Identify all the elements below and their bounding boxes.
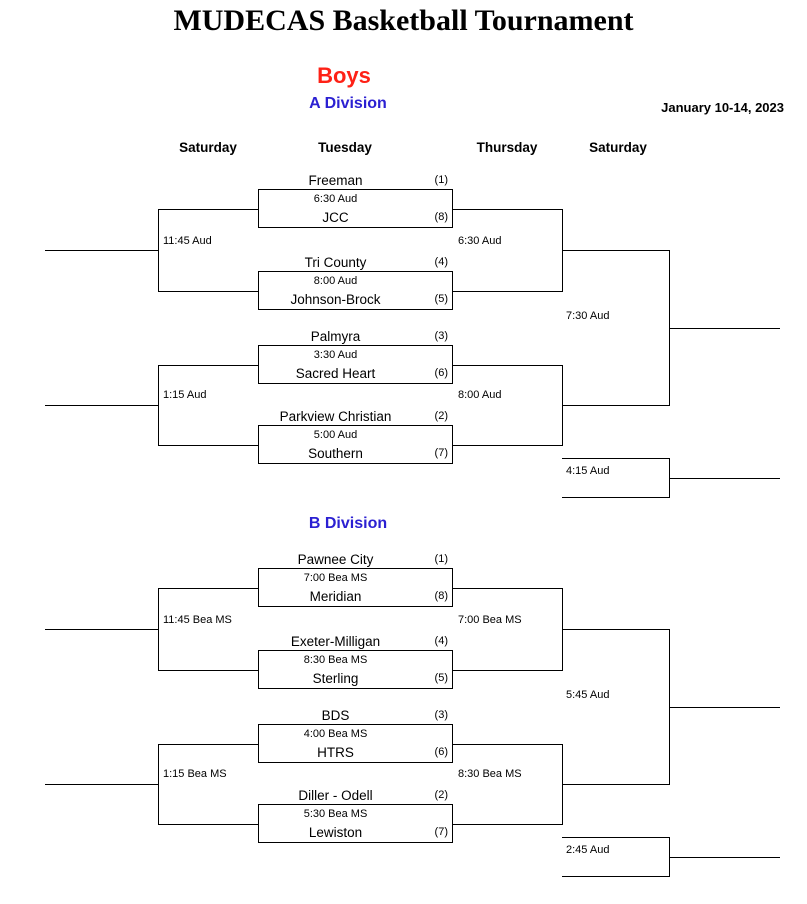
championship-time: 7:30 Aud [566,310,610,322]
seed-label: (8) [434,211,448,223]
day-header-thursday: Thursday [476,140,538,155]
seed-label: (3) [434,709,448,721]
bracket-line [45,784,158,785]
third-place-time: 2:45 Aud [566,844,610,856]
day-header-tuesday: Tuesday [318,140,372,155]
bracket-line [562,876,669,877]
bracket-line [453,744,562,745]
bracket-line [158,445,258,446]
consolation-time: 11:45 Bea MS [163,614,232,626]
bracket-line [158,588,159,671]
game-time: 7:00 Bea MS [303,572,368,584]
bracket-line [453,588,562,589]
game-time: 8:00 Aud [313,275,358,287]
bracket-line [45,629,158,630]
bracket-line [562,629,669,630]
bracket-line [158,824,258,825]
bracket-line [45,250,158,251]
bracket-line [158,744,258,745]
team-name: Palmyra [310,329,361,344]
bracket-line [453,445,562,446]
bracket-line [669,707,780,708]
seed-label: (1) [434,553,448,565]
team-name: Pawnee City [297,552,374,567]
bracket-line [158,291,258,292]
seed-label: (7) [434,447,448,459]
bracket-line [562,837,669,838]
consolation-time: 11:45 Aud [163,235,212,247]
team-name: Diller - Odell [298,788,373,803]
third-place-time: 4:15 Aud [566,465,610,477]
seed-label: (4) [434,256,448,268]
seed-label: (8) [434,590,448,602]
seed-label: (3) [434,330,448,342]
seed-label: (2) [434,789,448,801]
game-time: 5:30 Bea MS [303,808,368,820]
team-name: JCC [322,210,349,225]
team-name: Southern [308,446,363,461]
game-time: 3:30 Aud [313,349,358,361]
semifinal-time: 7:00 Bea MS [458,614,522,626]
team-name: BDS [321,708,350,723]
bracket-line [453,824,562,825]
bracket-line [669,857,780,858]
team-name: Lewiston [308,825,363,840]
bracket-line [453,209,562,210]
bracket-line [453,670,562,671]
semifinal-time: 6:30 Aud [458,235,502,247]
seed-label: (6) [434,746,448,758]
bracket-line [562,405,669,406]
bracket-line [158,365,258,366]
bracket-line [158,365,159,446]
bracket-line [45,405,158,406]
team-name: Freeman [308,173,363,188]
bracket-line [669,328,780,329]
gender-label: Boys [317,63,371,88]
bracket-line [453,365,562,366]
team-name: Johnson-Brock [290,292,381,307]
date-label: January 10-14, 2023 [661,100,784,115]
bracket-line [562,497,669,498]
seed-label: (7) [434,826,448,838]
consolation-time: 1:15 Bea MS [163,768,227,780]
bracket-line [453,291,562,292]
game-time: 8:30 Bea MS [303,654,368,666]
bracket-line [158,744,159,825]
championship-time: 5:45 Aud [566,689,610,701]
team-name: Sterling [312,671,359,686]
bracket-line [562,250,669,251]
seed-label: (5) [434,293,448,305]
bracket-line [158,670,258,671]
semifinal-time: 8:00 Aud [458,389,502,401]
bracket-line [669,478,780,479]
semifinal-time: 8:30 Bea MS [458,768,522,780]
seed-label: (6) [434,367,448,379]
game-time: 4:00 Bea MS [303,728,368,740]
bracket-line [158,588,258,589]
division-name-label: A Division [309,95,387,112]
seed-label: (2) [434,410,448,422]
day-header-saturday-1: Saturday [179,140,237,155]
bracket-line [562,458,669,459]
consolation-time: 1:15 Aud [163,389,207,401]
team-name: Exeter-Milligan [290,634,381,649]
bracket-line [158,209,159,292]
team-name: Tri County [304,255,367,270]
bracket-line [158,209,258,210]
game-time: 5:00 Aud [313,429,358,441]
division-name-label: B Division [308,515,388,532]
game-time: 6:30 Aud [313,193,358,205]
team-name: Parkview Christian [279,409,392,424]
bracket-line [562,784,669,785]
team-name: HTRS [317,745,354,760]
tournament-title: MUDECAS Basketball Tournament [173,4,634,37]
seed-label: (4) [434,635,448,647]
seed-label: (1) [434,174,448,186]
seed-label: (5) [434,672,448,684]
team-name: Sacred Heart [295,366,376,381]
team-name: Meridian [309,589,362,604]
day-header-saturday-2: Saturday [589,140,647,155]
